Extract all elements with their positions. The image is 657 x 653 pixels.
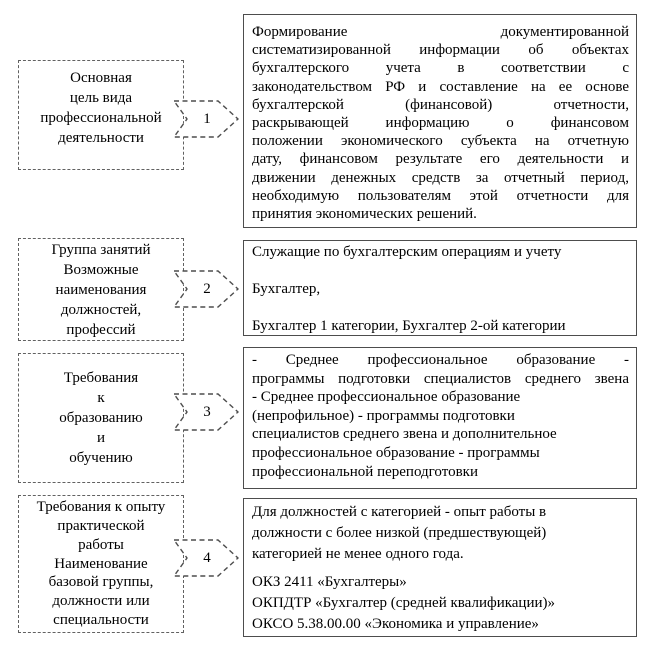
text-line: раскрывающей информацию о финансовом (252, 115, 629, 132)
text-line: к (97, 390, 105, 406)
text-line (252, 299, 629, 318)
text-line: Бухгалтер 1 категории, Бухгалтер 2-ой категории (252, 318, 566, 335)
text-line: базовой группы, (48, 574, 154, 591)
right-box-experience-text (243, 498, 637, 637)
connector-arrow-2 (173, 270, 239, 308)
text-line: законодательством РФ и составление на ее основе (252, 78, 629, 95)
text-line: должности или (52, 593, 150, 610)
text-line: ОКЗ 2411 «Бухгалтеры» (252, 574, 407, 590)
right-box-occupations-text (243, 240, 637, 336)
right-box-main-goal-text (243, 14, 637, 228)
text-line: профессиональное образование - программы (252, 444, 540, 461)
text-line: Требования к опыту (36, 499, 166, 516)
text-line: Формирование документированной (252, 24, 629, 40)
arrow-1-label: 1 (203, 110, 211, 127)
text-line: систематизированной информации об объектах (252, 42, 629, 59)
left-box-experience-requirements (18, 495, 184, 633)
left-box-occupation-group (18, 238, 184, 341)
text-line (252, 262, 629, 281)
text-line: и (96, 430, 106, 446)
text-line: деятельности (58, 130, 144, 146)
text-line: программы подготовки специалистов среднего звена (252, 370, 629, 387)
text-line: Группа занятий (51, 241, 151, 258)
text-line: (непрофильное) - программы подготовки (252, 407, 515, 424)
text-line: дату, финансовом результате его деятельности и (252, 151, 629, 168)
education-paragraph-left (252, 388, 629, 481)
text-line: - Среднее профессиональное образование - (252, 352, 629, 368)
text-line: профессиональной переподготовки (252, 463, 478, 480)
text-line: бухгалтерской (финансовой) отчетности, (252, 96, 629, 113)
text-line: должностей, (60, 301, 142, 318)
connector-arrow-3 (173, 393, 239, 431)
right-box-education-text (243, 347, 637, 489)
text-line: специалистов среднего звена и дополнительное (252, 426, 557, 443)
text-line: - Среднее профессиональное образование (252, 389, 521, 406)
education-paragraph-justified (252, 351, 629, 388)
text-line: ОКСО 5.38.00.00 «Экономика и управление» (252, 616, 539, 632)
text-line: цель вида (69, 90, 133, 106)
experience-paragraph (252, 502, 629, 565)
arrow-4-label: 4 (203, 549, 211, 566)
text-line: Бухгалтер, (252, 281, 321, 298)
text-line: практической (57, 518, 145, 534)
text-line: принятия экономических решений. (252, 206, 477, 223)
arrow-3-label: 3 (203, 403, 211, 420)
connector-arrow-4 (173, 539, 239, 577)
text-line: обучению (69, 450, 133, 466)
text-line: необходимую пользователям этой отчетности для (252, 187, 629, 204)
text-line: образованию (59, 410, 143, 426)
text-line: Наименование (54, 555, 148, 572)
text-line: Основная (70, 70, 132, 86)
text-line: Требования (63, 370, 139, 386)
text-line: категорией не менее одного года. (252, 546, 464, 562)
arrow-2-label: 2 (203, 280, 211, 297)
text-line: положении экономического субъекта на отчетную (252, 133, 629, 150)
left-box-education-requirements (18, 353, 184, 483)
text-line: работы (78, 536, 124, 553)
classifier-codes-paragraph (252, 572, 629, 635)
text-line: движении денежных средств за отчетный период, (252, 169, 629, 186)
text-line: профессиональной (40, 110, 162, 126)
text-line: должности с более низкой (предшествующей) (252, 525, 547, 541)
text-line: специальности (53, 611, 149, 628)
text-line: бухгалтерского учета в соответствии с (252, 60, 629, 77)
text-line: Для должностей с категорией - опыт работы в (252, 504, 547, 520)
text-line: Служащие по бухгалтерским операциям и учету (252, 244, 562, 260)
text-line: наименования (55, 281, 147, 298)
connector-arrow-1 (173, 100, 239, 138)
text-line: профессий (66, 321, 136, 338)
text-line: ОКПДТР «Бухгалтер (средней квалификации)» (252, 595, 556, 611)
left-box-main-goal (18, 60, 184, 170)
text-line: Возможные (63, 261, 139, 278)
